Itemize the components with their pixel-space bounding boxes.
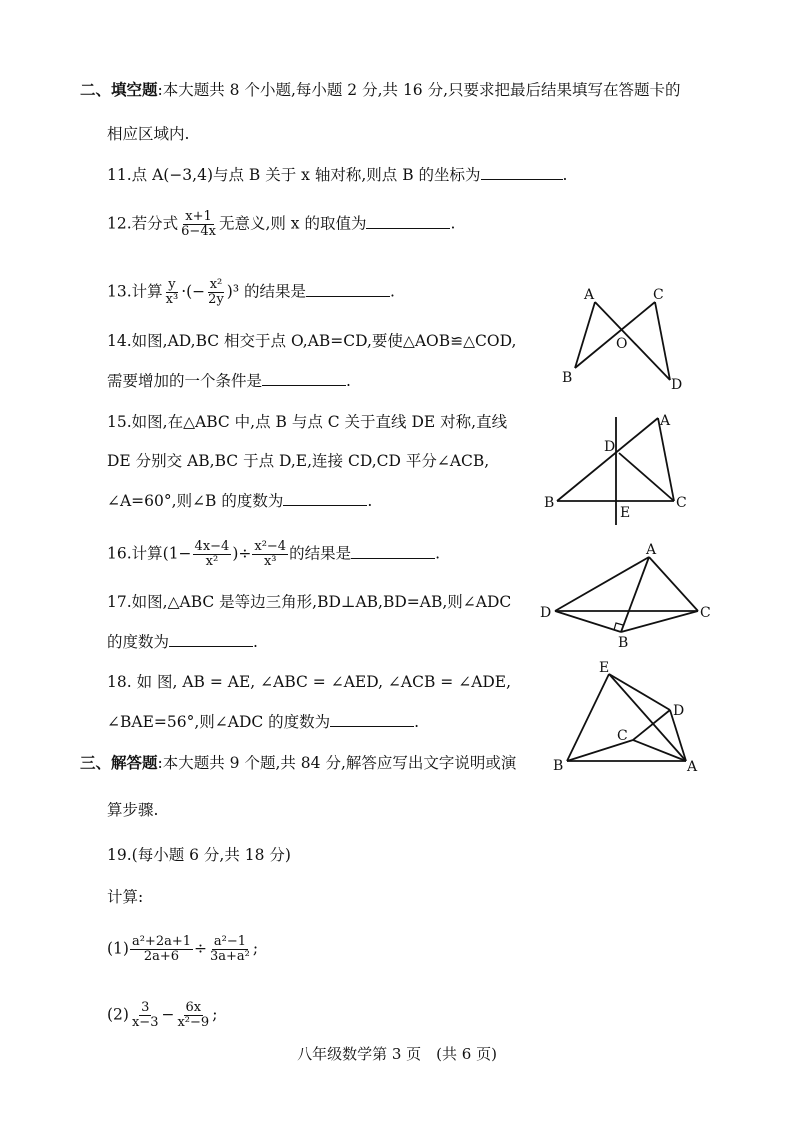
fig18-seg-eb bbox=[567, 674, 609, 761]
fig14-label-o: O bbox=[616, 336, 628, 352]
fig17-label-c: C bbox=[700, 605, 711, 621]
q13-fraction-2 bbox=[206, 278, 226, 307]
q14-end: . bbox=[346, 372, 351, 390]
fig18-label-b: B bbox=[553, 758, 564, 774]
q17-line2-wrap bbox=[107, 631, 258, 652]
q13-f2-den: 2y bbox=[208, 292, 224, 307]
section2-intro bbox=[80, 80, 681, 100]
fig14-seg-ab bbox=[575, 302, 595, 368]
fig17-seg-db bbox=[555, 611, 621, 632]
question-16 bbox=[107, 540, 440, 569]
question-13 bbox=[107, 278, 395, 307]
fig18-seg-ca bbox=[633, 740, 686, 761]
q18-end: . bbox=[414, 713, 420, 731]
fig15-label-b: B bbox=[544, 495, 555, 511]
q19-p2-f2-num: 6x bbox=[185, 1000, 202, 1015]
q16-end: . bbox=[435, 544, 441, 563]
q19-instruction: 计算: bbox=[107, 888, 144, 906]
q13-suffix: )³ 的结果是 bbox=[226, 282, 306, 301]
fig17-label-b: B bbox=[618, 635, 629, 650]
fig14-label-d: D bbox=[671, 377, 683, 393]
q19-p1-fraction-1 bbox=[130, 935, 193, 964]
q13-prefix: 13.计算 bbox=[107, 282, 163, 301]
q12-prefix: 12.若分式 bbox=[107, 214, 179, 233]
section3-heading: 三、解答题 bbox=[80, 753, 158, 772]
q19-p2-f1-den: x−3 bbox=[131, 1015, 159, 1030]
q15-end: . bbox=[367, 492, 373, 510]
section2-intro-line2: 相应区域内. bbox=[107, 125, 190, 143]
q12-suffix: 无意义,则 x 的取值为 bbox=[218, 214, 367, 233]
fig18-label-a: A bbox=[687, 759, 698, 775]
fig14-seg-bc bbox=[575, 302, 655, 368]
q16-f1-num: 4x−4 bbox=[194, 539, 230, 554]
q15-line1: 15.如图,在△ABC 中,点 B 与点 C 关于直线 DE 对称,直线 bbox=[107, 413, 508, 431]
q19-p2-fraction-2 bbox=[175, 1001, 211, 1030]
fig18-label-d: D bbox=[673, 703, 685, 719]
q19-p2-end: ; bbox=[212, 1005, 218, 1024]
fig15-label-a: A bbox=[660, 413, 671, 429]
fig15-label-e: E bbox=[620, 505, 631, 521]
q12-answer-blank[interactable] bbox=[366, 213, 450, 229]
q18-line2-wrap bbox=[107, 711, 419, 732]
q17-answer-blank[interactable] bbox=[169, 631, 253, 647]
q19-p2-op: − bbox=[161, 1005, 175, 1024]
q12-numerator: x+1 bbox=[185, 209, 212, 224]
fig17-seg-ab bbox=[621, 557, 649, 632]
q13-answer-blank[interactable] bbox=[306, 281, 390, 297]
fig18-label-e: E bbox=[599, 660, 610, 676]
q16-mid: )÷ bbox=[232, 544, 252, 563]
q15-answer-blank[interactable] bbox=[283, 490, 367, 506]
q18-line1: 18. 如 图, AB = AE, ∠ABC = ∠AED, ∠ACB = ∠ADE, bbox=[107, 673, 512, 691]
q19-p1-f2-den: 3a+a² bbox=[210, 949, 250, 964]
fig14-seg-cd bbox=[655, 302, 670, 380]
q12-fraction bbox=[179, 210, 218, 239]
q16-suffix: 的结果是 bbox=[289, 544, 352, 563]
figure-q14 bbox=[550, 285, 700, 395]
figure-q18 bbox=[545, 658, 710, 778]
q15-line3: ∠A=60°,则∠B 的度数为 bbox=[107, 492, 284, 510]
q19-p1-fraction-2 bbox=[208, 935, 252, 964]
q19-part-1 bbox=[107, 935, 258, 964]
q13-f1-den: x³ bbox=[165, 292, 179, 307]
q14-line1: 14.如图,AD,BC 相交于点 O,AB=CD,要使△AOB≌△COD, bbox=[107, 332, 517, 350]
fig17-label-a: A bbox=[646, 542, 657, 558]
q16-f2-num: x²−4 bbox=[254, 539, 287, 554]
q14-answer-blank[interactable] bbox=[262, 370, 346, 386]
q16-fraction-2 bbox=[252, 540, 288, 569]
q14-line2: 需要增加的一个条件是 bbox=[107, 372, 263, 390]
fig15-seg-ab bbox=[557, 418, 658, 501]
q13-mid: ·(− bbox=[181, 282, 206, 301]
q19-p1-op: ÷ bbox=[194, 939, 208, 958]
q16-answer-blank[interactable] bbox=[351, 543, 435, 559]
figure-q17 bbox=[535, 540, 715, 650]
q19-p1-end: ; bbox=[252, 939, 259, 958]
fig14-label-c: C bbox=[653, 287, 664, 303]
fig18-seg-ed bbox=[609, 674, 670, 710]
fig17-seg-da bbox=[555, 557, 649, 611]
q11-text: 11.点 A(−3,4)与点 B 关于 x 轴对称,则点 B 的坐标为 bbox=[107, 166, 481, 184]
fig15-label-c: C bbox=[676, 495, 687, 511]
q11-end: . bbox=[562, 166, 568, 184]
q19-p2-f1-num: 3 bbox=[141, 1000, 150, 1015]
q15-line3-wrap bbox=[107, 490, 372, 511]
q13-end: . bbox=[390, 282, 395, 301]
q17-line1: 17.如图,△ABC 是等边三角形,BD⊥AB,BD=AB,则∠ADC bbox=[107, 593, 512, 611]
q11-answer-blank[interactable] bbox=[481, 164, 563, 180]
fig17-label-d: D bbox=[540, 605, 552, 621]
section2-heading: 二、填空题 bbox=[80, 80, 158, 99]
q19-p2-fraction-1 bbox=[130, 1001, 161, 1030]
q17-line2: 的度数为 bbox=[107, 633, 170, 651]
q15-line2: DE 分别交 AB,BC 于点 D,E,连接 CD,CD 平分∠ACB, bbox=[107, 452, 490, 470]
q19-p1-f1-num: a²+2a+1 bbox=[131, 934, 192, 949]
q12-denominator: 6−4x bbox=[181, 224, 216, 239]
q16-f2-den: x³ bbox=[263, 554, 277, 569]
q19-p1-label: (1) bbox=[107, 939, 129, 958]
q13-fraction-1 bbox=[164, 278, 181, 307]
q18-answer-blank[interactable] bbox=[330, 711, 414, 727]
question-12 bbox=[107, 210, 455, 239]
section2-intro-line1: :本大题共 8 个小题,每小题 2 分,共 16 分,只要求把最后结果填写在答题卡的 bbox=[157, 81, 681, 99]
fig14-label-b: B bbox=[562, 370, 573, 386]
q18-line2: ∠BAE=56°,则∠ADC 的度数为 bbox=[107, 713, 331, 731]
q17-end: . bbox=[253, 633, 258, 651]
q19-p2-label: (2) bbox=[107, 1005, 129, 1024]
q19-p1-f1-den: 2a+6 bbox=[143, 949, 180, 964]
q16-f1-den: x² bbox=[205, 554, 219, 569]
q14-line2-wrap bbox=[107, 370, 351, 391]
section3-intro bbox=[80, 753, 516, 773]
figure-q15 bbox=[540, 405, 700, 530]
q19-header: 19.(每小题 6 分,共 18 分) bbox=[107, 846, 291, 864]
fig15-label-d: D bbox=[604, 439, 616, 455]
q12-end: . bbox=[450, 214, 456, 233]
q13-f2-num: x² bbox=[209, 277, 223, 292]
fig17-seg-bc bbox=[621, 611, 698, 632]
page-footer: 八年级数学第 3 页 (共 6 页) bbox=[297, 1045, 497, 1063]
fig18-label-c: C bbox=[617, 728, 628, 744]
q16-prefix: 16.计算(1− bbox=[107, 544, 192, 563]
q19-part-2 bbox=[107, 1001, 217, 1030]
question-11 bbox=[107, 164, 567, 185]
q19-p1-f2-num: a²−1 bbox=[213, 934, 247, 949]
fig14-seg-ad bbox=[595, 302, 670, 380]
q16-fraction-1 bbox=[193, 540, 232, 569]
q13-f1-num: y bbox=[168, 277, 176, 292]
fig17-seg-ac bbox=[649, 557, 698, 611]
q19-p2-f2-den: x²−9 bbox=[177, 1015, 210, 1030]
section3-intro-line1: :本大题共 9 个题,共 84 分,解答应写出文字说明或演 bbox=[157, 754, 517, 772]
fig14-label-a: A bbox=[584, 287, 595, 303]
section3-intro-line2: 算步骤. bbox=[107, 801, 159, 819]
